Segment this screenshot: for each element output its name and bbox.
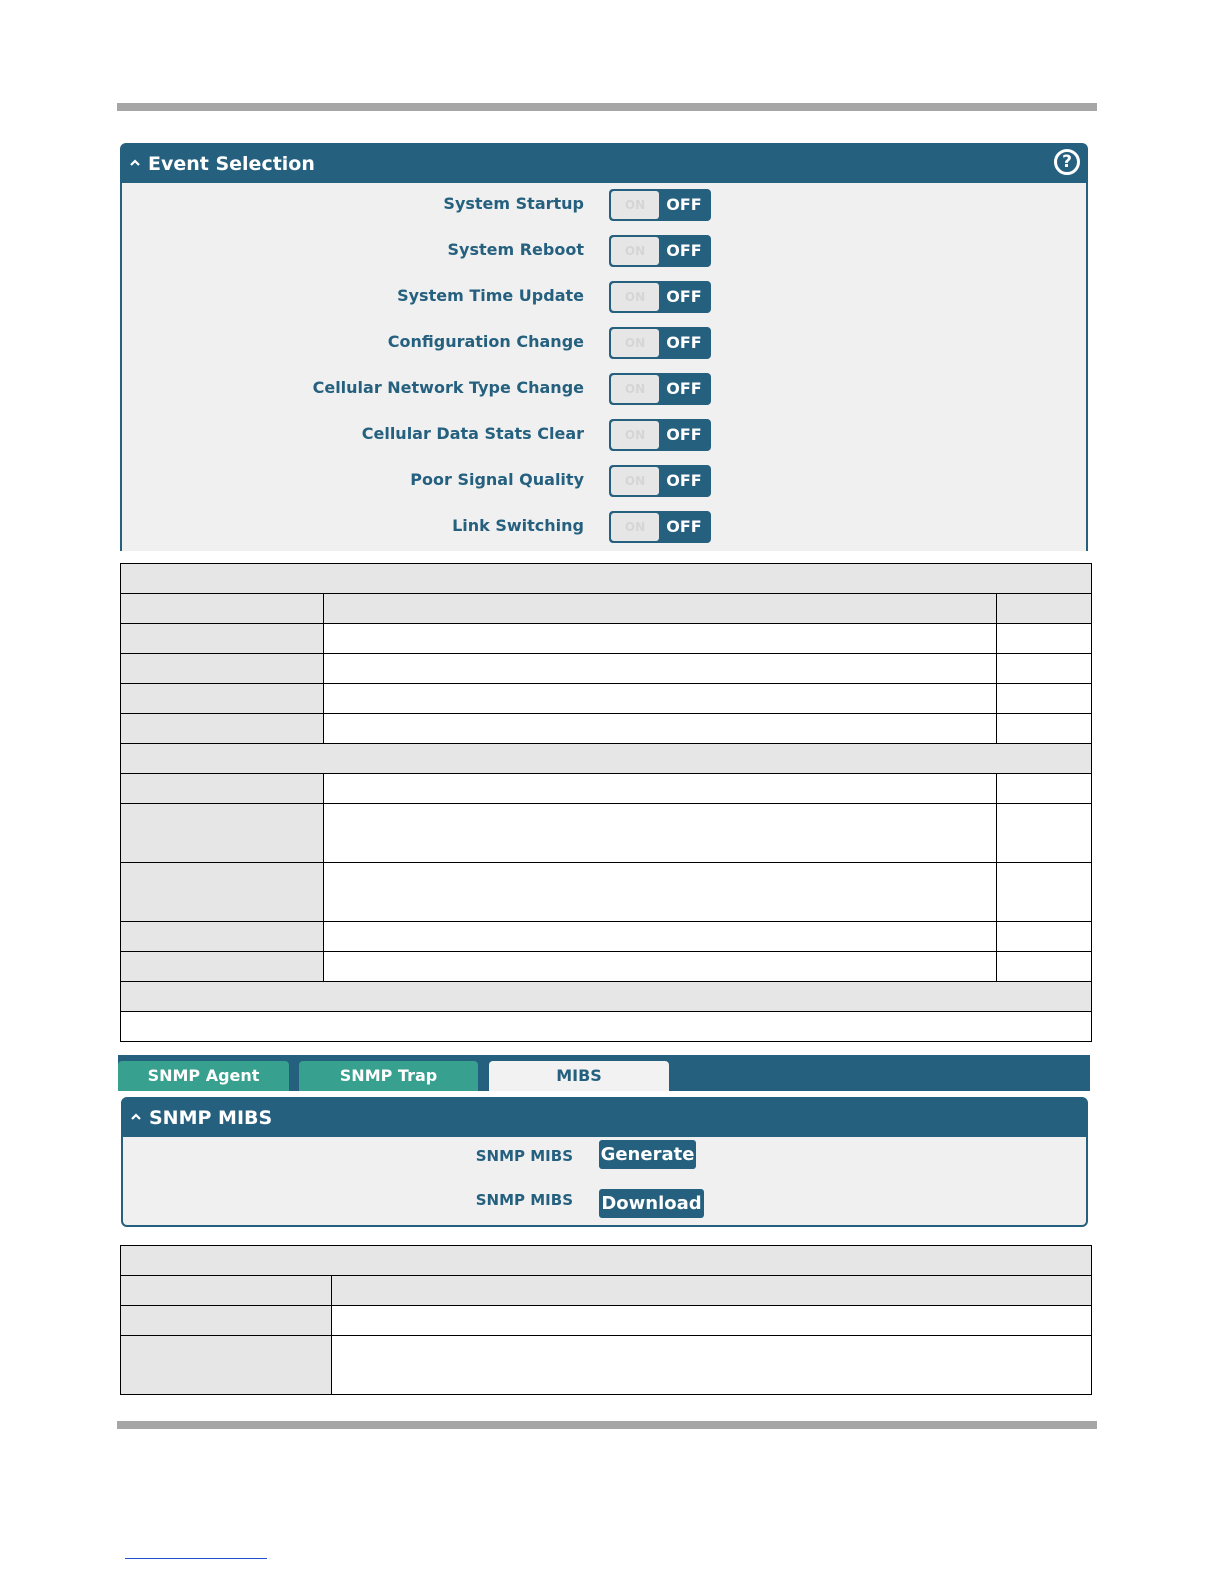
toggle-state: OFF	[666, 379, 702, 398]
chevron-up-icon	[131, 1112, 141, 1122]
system-time-update-toggle[interactable]: ON OFF	[609, 281, 711, 313]
event-label: System Startup	[443, 194, 584, 213]
tab-snmp-trap[interactable]: SNMP Trap	[299, 1061, 478, 1091]
chevron-up-icon	[130, 158, 140, 168]
table-header-row	[121, 1276, 1091, 1306]
event-row-link-switching	[122, 511, 1086, 543]
event-label: Cellular Data Stats Clear	[361, 424, 584, 443]
tab-bar	[118, 1055, 1090, 1091]
table-header-row	[121, 594, 1091, 624]
snmp-mibs-panel	[121, 1097, 1088, 1227]
link-switching-toggle[interactable]: ON OFF	[609, 511, 711, 543]
system-reboot-toggle[interactable]: ON OFF	[609, 235, 711, 267]
event-row-cellular-network-type-change	[122, 373, 1086, 405]
system-startup-toggle[interactable]: ON OFF	[609, 189, 711, 221]
event-label: Poor Signal Quality	[410, 470, 584, 489]
configuration-change-toggle[interactable]: ON OFF	[609, 327, 711, 359]
table-section-row	[121, 982, 1091, 1012]
event-row-system-startup	[122, 189, 1086, 221]
table-title-row	[121, 564, 1091, 594]
generate-button[interactable]: Generate	[599, 1140, 696, 1169]
footer-rule	[117, 1421, 1097, 1429]
table-label-cell	[121, 624, 323, 744]
snmp-mibs-generate-label: SNMP MIBS	[475, 1147, 573, 1165]
event-row-system-time-update	[122, 281, 1086, 313]
table-title-row	[121, 1246, 1091, 1276]
event-row-configuration-change	[122, 327, 1086, 359]
header-rule	[117, 103, 1097, 111]
event-label: Link Switching	[452, 516, 584, 535]
tab-snmp-agent[interactable]: SNMP Agent	[118, 1061, 289, 1091]
poor-signal-quality-toggle[interactable]: ON OFF	[609, 465, 711, 497]
event-row-cellular-data-stats-clear	[122, 419, 1086, 451]
event-selection-title: Event Selection	[148, 153, 315, 175]
event-row-poor-signal-quality	[122, 465, 1086, 497]
tab-mibs[interactable]: MIBS	[489, 1061, 669, 1091]
parameter-table	[120, 563, 1092, 1042]
toggle-state: OFF	[666, 195, 702, 214]
cellular-data-stats-clear-toggle[interactable]: ON OFF	[609, 419, 711, 451]
event-selection-panel	[120, 143, 1088, 551]
toggle-state: OFF	[666, 517, 702, 536]
table-label-cell	[121, 1306, 331, 1394]
event-label: System Reboot	[447, 240, 584, 259]
event-selection-header[interactable]	[122, 145, 1086, 183]
download-button[interactable]: Download	[599, 1189, 704, 1218]
snmp-mibs-title: SNMP MIBS	[149, 1107, 273, 1129]
snmp-mibs-header[interactable]	[123, 1099, 1086, 1137]
toggle-state: OFF	[666, 471, 702, 490]
table-section-row	[121, 744, 1091, 774]
cellular-network-type-change-toggle[interactable]: ON OFF	[609, 373, 711, 405]
event-label: System Time Update	[397, 286, 584, 305]
snmp-mibs-download-label: SNMP MIBS	[475, 1191, 573, 1209]
toggle-state: OFF	[666, 241, 702, 260]
event-row-system-reboot	[122, 235, 1086, 267]
help-icon[interactable]: ?	[1054, 149, 1080, 175]
event-label: Configuration Change	[387, 332, 584, 351]
mibs-table	[120, 1245, 1092, 1395]
toggle-state: OFF	[666, 287, 702, 306]
toggle-state: OFF	[666, 425, 702, 444]
toggle-state: OFF	[666, 333, 702, 352]
event-label: Cellular Network Type Change	[312, 378, 584, 397]
footer-link-underline	[125, 1558, 267, 1559]
